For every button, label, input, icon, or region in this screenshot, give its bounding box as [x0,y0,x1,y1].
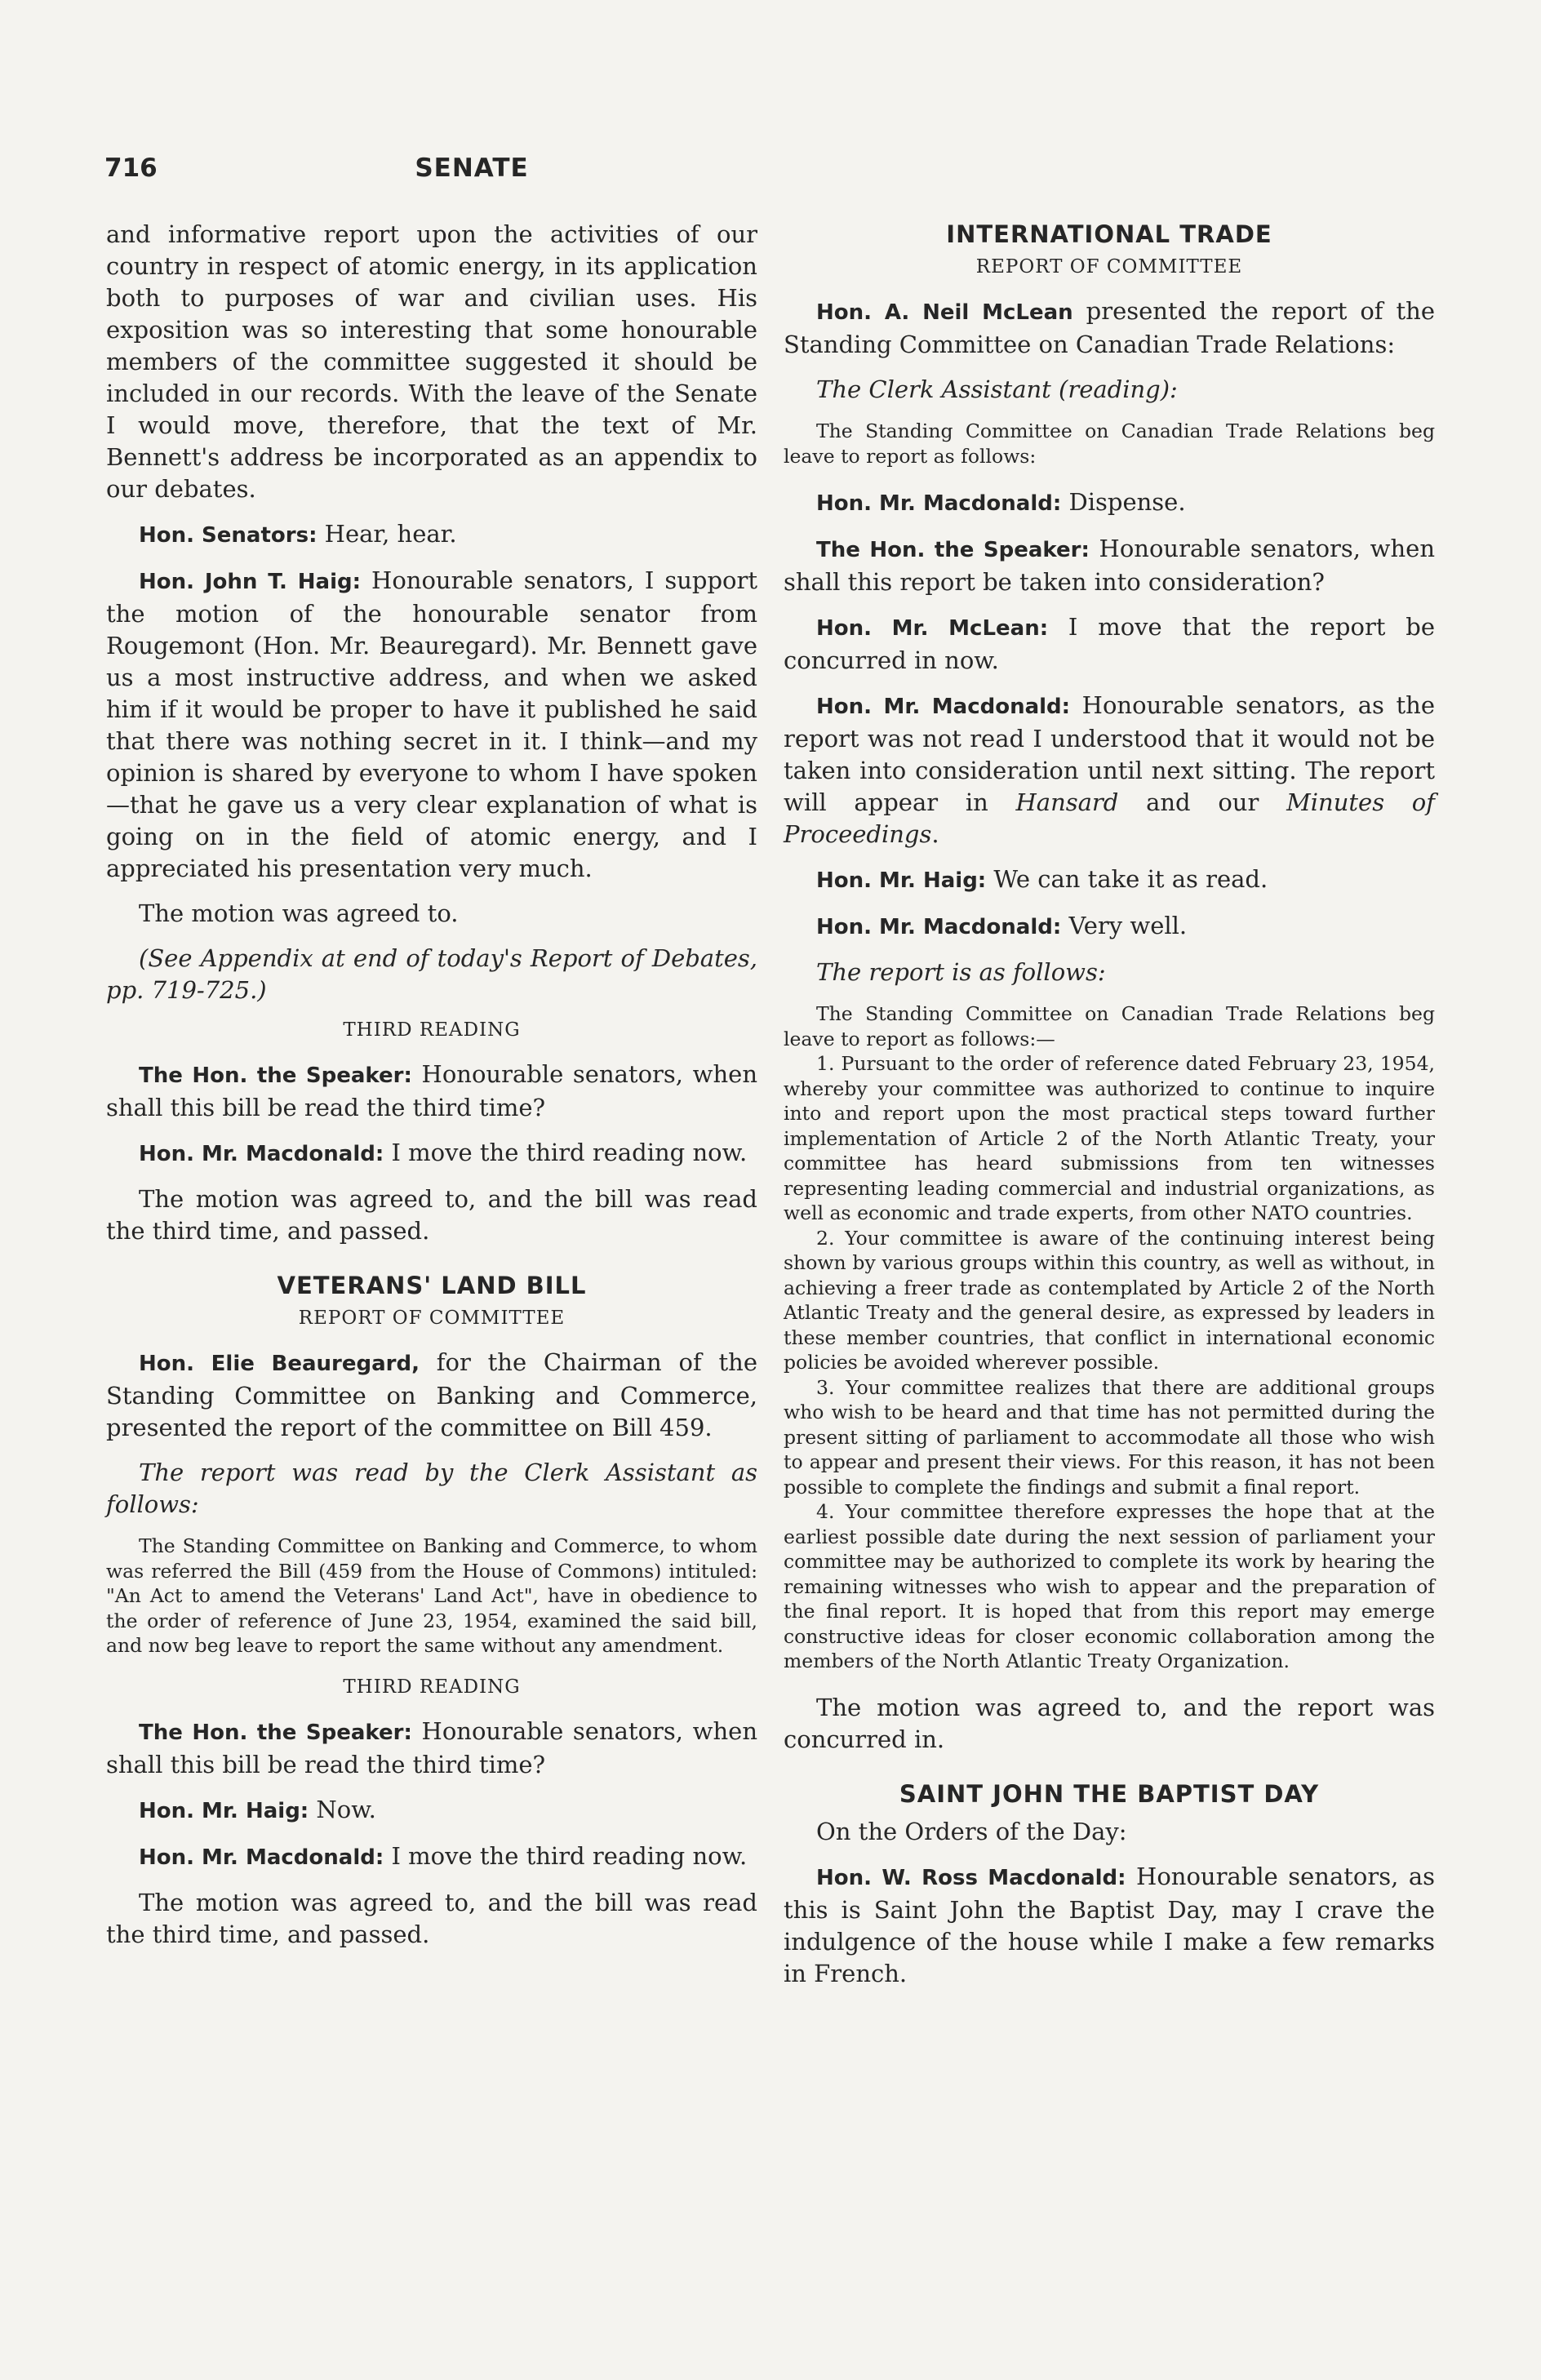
proceeding-note: The report is as follows: [816,958,1106,986]
section-heading: SAINT JOHN THE BAPTIST DAY [899,1779,1320,1808]
minutes-title: Minutes of Proceedings [784,788,1435,848]
speaker-name: Hon. Elie Beauregard, [139,1352,420,1376]
speech [106,518,757,552]
speech [106,1059,757,1124]
subheading: THIRD READING [343,1676,521,1698]
report-item: 4. Your committee therefore expresses the hope that at the earliest possible date during the next session of parliament your committee may be authorized to complete its work by hearing the remaining witnesses who wish to appear and the preparation of the final report. It is hoped that from this report may emerge constructive ideas for closer economic collaboration among the members of the North Atlantic Treaty Organization. [784,1500,1435,1672]
speech-text: Honourable senators, as this is Saint John the Baptist Day, may I crave the indulgence of the house while I make a few remarks in French. [784,1862,1435,1987]
proceeding-note: The motion was agreed to, and the bill was read the third time, and passed. [106,1888,757,1948]
speech [784,864,1435,897]
left-column [106,219,757,1964]
speech [106,565,757,885]
committee-report [106,1534,757,1658]
speech [784,533,1435,598]
speaker-name: Hon. Mr. Haig: [139,1798,309,1823]
right-column [784,219,1435,2003]
speech-text: Now. [309,1795,376,1823]
proceeding-note: The motion was agreed to, and the bill was read the third time, and passed. [106,1185,757,1245]
speech-text: We can take it as read. [986,865,1268,893]
speech-text: Dispense. [1061,488,1186,516]
speaker-name: Hon. Senators: [139,523,318,548]
speech-text: I move the third reading now. [384,1841,748,1870]
proceeding-note: On the Orders of the Day: [816,1817,1127,1845]
speaker-name: The Hon. the Speaker: [139,1720,412,1745]
subheading: THIRD READING [343,1019,521,1041]
speech-text: Hear, hear. [317,520,457,548]
speech-text: and our [1118,788,1287,816]
appendix-note: (See Appendix at end of today's Report of Debates, pp. 719-725.) [106,944,757,1004]
speaker-name: Hon. Mr. Macdonald: [139,1142,384,1166]
speaker-name: Hon. Mr. Macdonald: [816,915,1062,939]
speech [784,295,1435,361]
report-intro: The Standing Committee on Canadian Trade Relations beg leave to report as follows:— [784,1002,1435,1050]
speech-text: Honourable senators, I support the motion of the honourable senator from Rougemont (Hon. Mr. Beauregard). Mr. Bennett gave us a most instructive address, and when we asked him if it would be proper to have it published he said that there was nothing secret in it. I think—and my opinion is shared by everyone to whom I have spoken —that he gave us a very clear explanation of what is going on in the field of atomic energy, and I appreciated his presentation very much. [106,566,758,882]
speech-text: Honourable senators, as the report was not read I understood that it would not be taken into consideration until next sitting. The report will appear in [784,691,1435,816]
speech-text: for the Chairman of the Standing Committee on Banking and Commerce, presented the report of the committee on Bill 459. [106,1348,757,1441]
subheading: REPORT OF COMMITTEE [298,1308,566,1329]
speech [106,1347,757,1444]
report-item: 1. Pursuant to the order of reference dated February 23, 1954, whereby your committee was authorized to continue to inquire into and report upon the most practical steps toward further implementation of Article 2 of the North Atlantic Treaty, your committee has heard submissions from ten witnesses representing leading commercial and industrial organizations, as well as economic and trade experts, from other NATO countries. [784,1052,1435,1224]
speaker-name: Hon. Mr. Macdonald: [816,491,1062,516]
page-header [104,153,839,194]
speech-text: Honourable senators, when shall this bill be read the third time? [106,1716,757,1778]
speech [784,486,1435,520]
speech [784,611,1435,677]
report-item: 2. Your committee is aware of the continuing interest being shown by various groups within this country, as well as without, in achieving a freer trade as contemplated by Article 2 of the North Atlantic Treaty and the general desire, as expressed by leaders in these member countries, that conflict in international economic policies be avoided wherever possible. [784,1226,1435,1374]
speaker-name: Hon. John T. Haig: [139,570,362,594]
committee-report [784,419,1435,468]
proceeding-note: The motion was agreed to, and the report was concurred in. [784,1693,1435,1753]
proceeding-note: The report was read by the Clerk Assistant as follows: [106,1459,757,1518]
speech [784,910,1435,944]
speech [784,1861,1435,1990]
speaker-name: Hon. Mr. Haig: [816,868,987,893]
speech-text: Honourable senators, when shall this report be taken into consideration? [784,535,1435,596]
speaker-name: The Hon. the Speaker: [139,1063,412,1088]
speech-text: presented the report of the Standing Committee on Canadian Trade Relations: [784,297,1436,358]
speech-text: Very well. [1061,912,1188,939]
page-number: 716 [104,153,158,183]
speech-text: I move the third reading now. [384,1139,748,1166]
hansard-title: Hansard [1015,788,1119,816]
speaker-name: Hon. A. Neil McLean [816,300,1073,325]
paragraph: and informative report upon the activities of our country in respect of atomic energy, in its application both to purposes of war and civilian uses. His exposition was so interesting that some honourable members of the committee suggested it should be included in our records. With the leave of the Senate I would move, therefore, that the text of Mr. Bennett's address be incorporated as an appendix to our debates. [106,220,757,503]
speaker-name: Hon. Mr. McLean: [816,616,1049,641]
subheading: REPORT OF COMMITTEE [975,256,1243,278]
speech-text: I move that the report be concurred in now. [784,613,1435,674]
speech [106,1841,757,1874]
speech [106,1137,757,1170]
running-title: SENATE [415,153,529,183]
report-item: 3. Your committee realizes that there are additional groups who wish to be heard and that time has not permitted during the present sitting of parliament to accommodate all those who wish to appear and present their views. For this reason, it has not been possible to complete the findings and submit a final report. [784,1375,1435,1499]
section-heading: INTERNATIONAL TRADE [946,220,1272,248]
speech [106,1794,757,1827]
speech [106,1716,757,1781]
committee-report [784,1001,1435,1674]
speaker-name: The Hon. the Speaker: [816,538,1090,562]
speech-text: Honourable senators, when shall this bill be read the third time? [106,1060,757,1121]
section-heading: VETERANS' LAND BILL [277,1272,587,1299]
speaker-name: Hon. Mr. Macdonald: [816,695,1071,719]
proceeding-note: The Clerk Assistant (reading): [816,375,1178,403]
proceeding-note: The motion was agreed to. [139,899,459,927]
speaker-name: Hon. Mr. Macdonald: [139,1845,384,1870]
report-text: The Standing Committee on Canadian Trade Relations beg leave to report as follows: [784,420,1435,468]
speech [784,690,1435,850]
speech-text: . [931,820,939,848]
report-text: The Standing Committee on Banking and Commerce, to whom was referred the Bill (459 from the House of Commons) intituled: "An Act to amend the Veterans' Land Act", have in obedience to the order of reference of June 23, 1954, examined the said bill, and now beg leave to report the same without any amendment. [106,1534,757,1657]
speaker-name: Hon. W. Ross Macdonald: [816,1865,1126,1890]
